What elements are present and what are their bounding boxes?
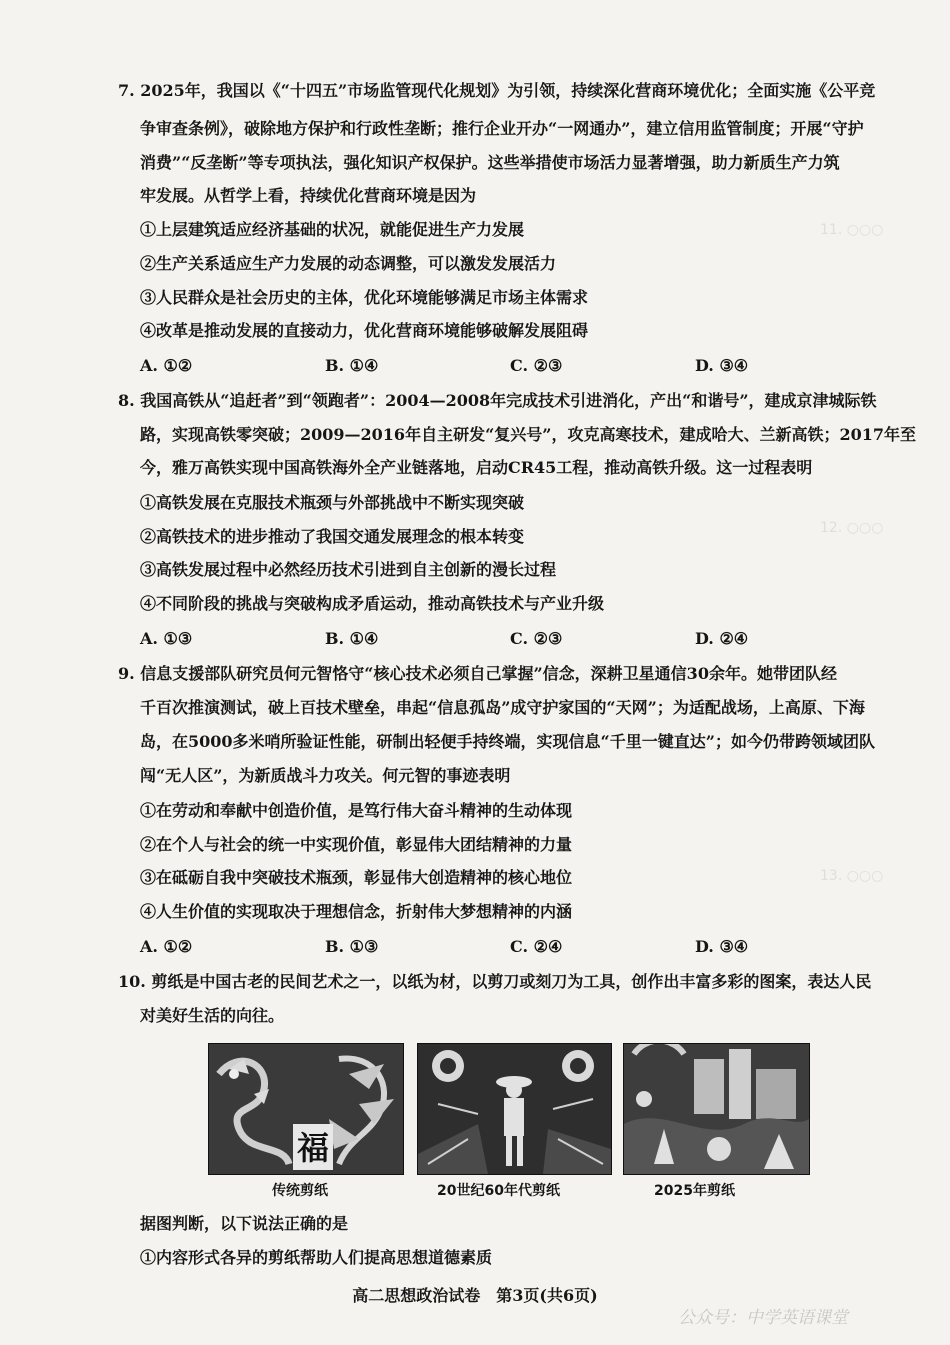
q9-stem-line: 千百次推演测试，破上百技术壁垒，串起“信息孤岛”成守护家国的“天网”；为适配战场，上高原、下海	[140, 698, 865, 717]
q10-stem-line: 对美好生活的向往。	[140, 1006, 285, 1025]
q9-statement: ③在砥砺自我中突破技术瓶颈，彰显伟大创造精神的核心地位	[140, 868, 573, 887]
farmer-papercut-icon	[418, 1044, 611, 1174]
q9-option-b[interactable]: B. ①③	[325, 937, 379, 956]
q7-stem-line: 牢发展。从哲学上看，持续优化营商环境是因为	[140, 186, 477, 205]
q10-stem-line: 10. 剪纸是中国古老的民间艺术之一，以纸为材，以剪刀或刻刀为工具，创作出丰富多彩的图案，表达人民	[118, 972, 872, 991]
q7-statement: ④改革是推动发展的直接动力，优化营商环境能够破解发展阻碍	[140, 321, 589, 340]
q9-statement: ①在劳动和奉献中创造价值，是笃行伟大奋斗精神的生动体现	[140, 801, 573, 820]
q7-stem-line: 7. 2025年，我国以《“十四五”市场监管现代化规划》为引领，持续深化营商环境优化；全面实施《公平竞	[118, 81, 876, 100]
q8-option-a[interactable]: A. ①③	[140, 629, 193, 648]
q7-option-b[interactable]: B. ①④	[325, 356, 379, 375]
q7-statement: ②生产关系适应生产力发展的动态调整，可以激发发展活力	[140, 254, 557, 273]
q8-statement: ③高铁发展过程中必然经历技术引进到自主创新的漫长过程	[140, 560, 557, 579]
q8-statement: ②高铁技术的进步推动了我国交通发展理念的根本转变	[140, 527, 525, 546]
q8-stem-line: 8. 我国高铁从“追赶者”到“领跑者”：2004—2008年完成技术引进消化，产出“和谐号”，建成京津城际铁	[118, 391, 877, 410]
q9-option-d[interactable]: D. ③④	[695, 937, 749, 956]
q9-statement: ②在个人与社会的统一中实现价值，彰显伟大团结精神的力量	[140, 835, 573, 854]
q7-statement: ③人民群众是社会历史的主体，优化环境能够满足市场主体需求	[140, 288, 589, 307]
q8-statement: ①高铁发展在克服技术瓶颈与外部挑战中不断实现突破	[140, 493, 525, 512]
1960s-papercut-image	[417, 1043, 612, 1175]
bleed-through-mark: 11. ○○○	[820, 222, 884, 238]
bleed-through-mark: 12. ○○○	[820, 520, 884, 536]
traditional-papercut-image	[208, 1043, 404, 1175]
bleed-through-mark: 13. ○○○	[820, 868, 884, 884]
q9-option-c[interactable]: C. ②④	[510, 937, 563, 956]
watermark: 公众号：中学英语课堂	[678, 1308, 848, 1328]
q7-option-c[interactable]: C. ②③	[510, 356, 563, 375]
q8-statement: ④不同阶段的挑战与突破构成矛盾运动，推动高铁技术与产业升级	[140, 594, 605, 613]
q7-stem-line: 争审查条例》，破除地方保护和行政性垄断；推行企业开办“一网通办”，建立信用监管制度；开展“守护	[140, 119, 864, 138]
q7-statement: ①上层建筑适应经济基础的状况，就能促进生产力发展	[140, 220, 525, 239]
q7-option-d[interactable]: D. ③④	[695, 356, 749, 375]
caption-2025: 2025年剪纸	[654, 1183, 735, 1199]
q10-statement: ①内容形式各异的剪纸帮助人们提高思想道德素质	[140, 1248, 493, 1267]
modern-papercut-icon	[624, 1044, 809, 1174]
dragon-phoenix-papercut-icon	[209, 1044, 403, 1174]
q9-statement: ④人生价值的实现取决于理想信念，折射伟大梦想精神的内涵	[140, 902, 573, 921]
q9-stem-line: 9. 信息支援部队研究员何元智恪守“核心技术必须自己掌握”信念，深耕卫星通信30余年。她带团队经	[118, 664, 837, 683]
caption-1960s: 20世纪60年代剪纸	[437, 1183, 560, 1199]
q9-stem-line: 岛，在5000多米哨所验证性能，研制出轻便手持终端，实现信息“千里一键直达”；如今仍带跨领域团队	[140, 732, 875, 751]
q8-stem-line: 今，雅万高铁实现中国高铁海外全产业链落地，启动CR45工程，推动高铁升级。这一过程表明	[140, 458, 813, 477]
caption-traditional: 传统剪纸	[272, 1183, 328, 1199]
q8-stem-line: 路，实现高铁零突破；2009—2016年自主研发“复兴号”，攻克高寒技术，建成哈大、兰新高铁；2017年至	[140, 425, 917, 444]
q9-option-a[interactable]: A. ①②	[140, 937, 193, 956]
q8-option-c[interactable]: C. ②③	[510, 629, 563, 648]
q7-option-a[interactable]: A. ①②	[140, 356, 193, 375]
q7-stem-line: 消费”“反垄断”等专项执法，强化知识产权保护。这些举措使市场活力显著增强，助力新质生产力筑	[140, 153, 840, 172]
2025-papercut-image	[623, 1043, 810, 1175]
q8-option-b[interactable]: B. ①④	[325, 629, 379, 648]
page-footer: 高二思想政治试卷 第3页(共6页)	[352, 1286, 598, 1305]
q9-stem-line: 闯“无人区”，为新质战斗力攻关。何元智的事迹表明	[140, 766, 511, 785]
q10-prompt: 据图判断，以下说法正确的是	[140, 1214, 349, 1233]
fu-character: 福	[296, 1129, 330, 1167]
q8-option-d[interactable]: D. ②④	[695, 629, 749, 648]
